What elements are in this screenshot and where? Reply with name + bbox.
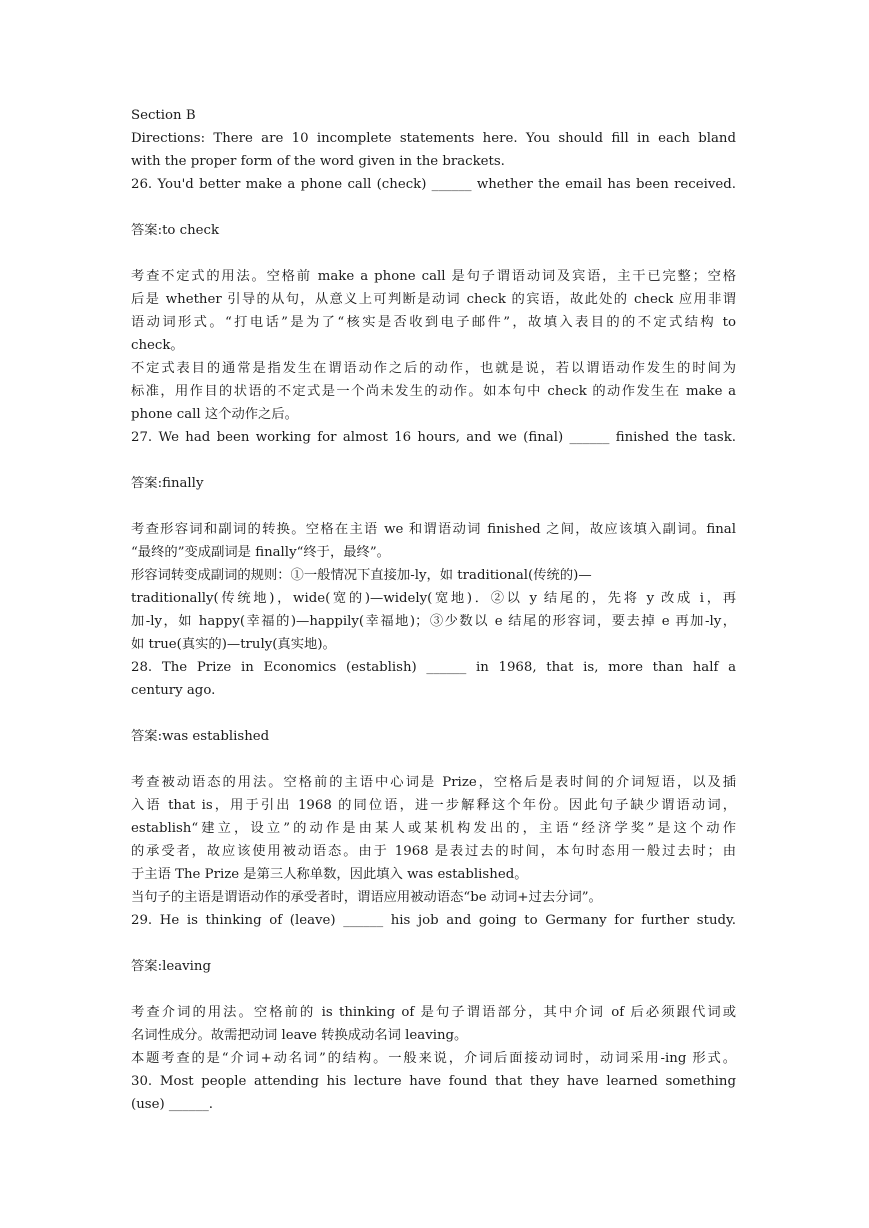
explanation-27-line-3: 形容词转变成副词的规则：①一般情况下直接加-ly，如 traditional(传统的)— [131, 568, 592, 583]
spacer [131, 196, 736, 219]
explanation-28-line-5: 于主语 The Prize 是第三人称单数，因此填入 was established。 [131, 867, 528, 882]
answer-26: 答案:to check [131, 223, 220, 238]
explanation-27-line-4: traditionally(传统地)，wide(宽的)—widely(宽地)．②以 y 结尾的，先将 y 改成 i，再 [131, 591, 736, 606]
explanation-27-line-5: 加-ly，如 happy(幸福的)—happily(幸福地)；③少数以 e 结尾的形容词，要去掉 e 再加-ly， [131, 614, 736, 629]
question-30-line-2: (use) ______. [131, 1097, 213, 1112]
explanation-26-line-4: check。 [131, 338, 184, 353]
question-28-line-2: century ago. [131, 683, 216, 698]
explanation-26-line-3: 语动词形式。“打电话”是为了“核实是否收到电子邮件”，故填入表目的的不定式结构 to [131, 315, 736, 330]
explanation-28-line-1: 考查被动语态的用法。空格前的主语中心词是 Prize，空格后是表时间的介词短语，以及插 [131, 775, 736, 790]
explanation-29-line-1: 考查介词的用法。空格前的 is thinking of 是句子谓语部分，其中介词 of 后必须跟代词或 [131, 1005, 736, 1020]
spacer [131, 449, 736, 472]
answer-27: 答案:finally [131, 476, 204, 491]
directions-line-1: Directions: There are 10 incomplete statements here. You should fill in each bland [131, 131, 736, 146]
answer-29: 答案:leaving [131, 959, 211, 974]
explanation-28-line-3: establish“建立，设立”的动作是由某人或某机构发出的，主语“经济学奖”是这个动作 [131, 821, 736, 836]
spacer [131, 748, 736, 771]
document-page [131, 104, 736, 1116]
explanation-27-line-6: 如 true(真实的)—truly(真实地)。 [131, 637, 336, 652]
spacer [131, 242, 736, 265]
explanation-27-line-2: “最终的”变成副词是 finally“终于，最终”。 [131, 545, 390, 560]
explanation-26-line-1: 考查不定式的用法。空格前 make a phone call 是句子谓语动词及宾语，主干已完整；空格 [131, 269, 736, 284]
spacer [131, 702, 736, 725]
explanation-26-line-6: 标准，用作目的状语的不定式是一个尚未发生的动作。如本句中 check 的动作发生在 make a [131, 384, 736, 399]
explanation-29-line-2: 名词性成分。故需把动词 leave 转换成动名词 leaving。 [131, 1028, 468, 1043]
section-title: Section B [131, 108, 196, 123]
explanation-28-line-4: 的承受者，故应该使用被动语态。由于 1968 是表过去的时间，本句时态用一般过去时；由 [131, 844, 736, 859]
question-29: 29. He is thinking of (leave) ______ his job and going to Germany for further study. [131, 913, 736, 928]
explanation-27-line-1: 考查形容词和副词的转换。空格在主语 we 和谓语动词 finished 之间，故应该填入副词。final [131, 522, 736, 537]
question-30-line-1: 30. Most people attending his lecture have found that they have learned something [131, 1074, 736, 1089]
spacer [131, 495, 736, 518]
answer-28: 答案:was established [131, 729, 270, 744]
explanation-26-line-7: phone call 这个动作之后。 [131, 407, 298, 422]
question-27: 27. We had been working for almost 16 hours, and we (final) ______ finished the task. [131, 430, 736, 445]
spacer [131, 978, 736, 1001]
explanation-29-line-3: 本题考查的是“介词+动名词”的结构。一般来说，介词后面接动词时，动词采用-ing 形式。 [131, 1051, 736, 1066]
spacer [131, 932, 736, 955]
directions-line-2: with the proper form of the word given in the brackets. [131, 154, 505, 169]
question-26: 26. You'd better make a phone call (check) ______ whether the email has been received. [131, 177, 736, 192]
explanation-26-line-5: 不定式表目的通常是指发生在谓语动作之后的动作，也就是说，若以谓语动作发生的时间为 [131, 361, 736, 376]
explanation-26-line-2: 后是 whether 引导的从句，从意义上可判断是动词 check 的宾语，故此处的 check 应用非谓 [131, 292, 736, 307]
explanation-28-line-6: 当句子的主语是谓语动作的承受者时，谓语应用被动语态“be 动词+过去分词”。 [131, 890, 602, 905]
question-28-line-1: 28. The Prize in Economics (establish) ______ in 1968, that is, more than half a [131, 660, 736, 675]
explanation-28-line-2: 入语 that is，用于引出 1968 的同位语，进一步解释这个年份。因此句子缺少谓语动词， [131, 798, 736, 813]
